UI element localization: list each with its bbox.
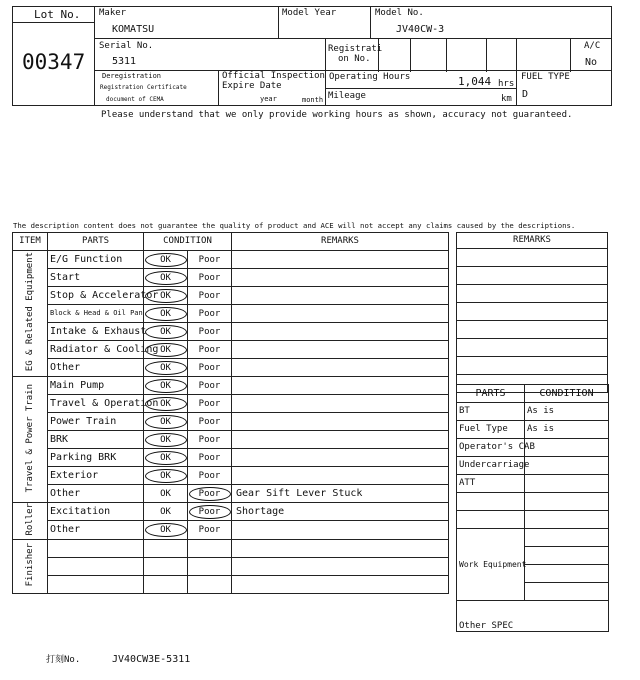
header-divider [94, 70, 612, 71]
right-part-name: ATT [457, 475, 525, 493]
part-name: Exterior [48, 467, 144, 485]
right-part-name: BT [457, 403, 525, 421]
model-no-value: JV40CW-3 [396, 24, 445, 35]
lot-label: Lot No. [34, 8, 81, 21]
poor-cell[interactable] [188, 305, 232, 323]
poor-option[interactable]: Poor [198, 470, 221, 481]
ok-cell[interactable] [144, 269, 188, 287]
poor-cell[interactable] [188, 251, 232, 269]
poor-option[interactable]: Poor [198, 452, 221, 463]
part-name: Other [48, 521, 144, 539]
right-part-name: Operator's CAB [457, 439, 525, 457]
remark-cell [232, 341, 449, 359]
item-group-cell [13, 251, 48, 377]
remark-cell [232, 431, 449, 449]
table-row [13, 305, 449, 323]
right-part-condition [525, 511, 609, 529]
ok-option[interactable]: OK [145, 253, 187, 267]
ok-cell[interactable] [144, 449, 188, 467]
table-row [13, 449, 449, 467]
ok-option[interactable]: OK [145, 271, 187, 285]
table-row [13, 431, 449, 449]
remark-cell [232, 251, 449, 269]
ok-option[interactable]: OK [145, 415, 187, 429]
table-row [457, 601, 609, 632]
remark-cell: Gear Sift Lever Stuck [232, 485, 449, 503]
ok-option[interactable]: OK [145, 469, 187, 483]
serial-value: 5311 [112, 56, 137, 67]
fuel-type-label: FUEL TYPE [521, 72, 570, 82]
part-name: Block & Head & Oil Pan [48, 305, 144, 323]
remark-cell [232, 449, 449, 467]
hrs-unit: hrs [498, 79, 515, 89]
inspection-label-2: Expire Date [222, 81, 282, 91]
ok-option[interactable]: OK [145, 289, 187, 303]
part-name: Other [48, 359, 144, 377]
table-row [13, 269, 449, 287]
poor-cell[interactable] [188, 431, 232, 449]
ok-option[interactable]: OK [145, 523, 187, 537]
remarks-header: REMARKS [232, 233, 449, 251]
header-divider [446, 38, 447, 72]
remark-cell [232, 287, 449, 305]
parts-header: PARTS [48, 233, 144, 251]
table-row [457, 303, 608, 321]
ok-option[interactable]: OK [145, 361, 187, 375]
table-row [457, 439, 609, 457]
ok-cell[interactable] [144, 251, 188, 269]
item-group-cell [13, 539, 48, 593]
poor-option[interactable]: Poor [198, 290, 221, 301]
right-part-name: Undercarriage [457, 457, 525, 475]
poor-cell[interactable] [188, 269, 232, 287]
model-no-label: Model No. [375, 8, 424, 18]
deregistration-label: Deregistration [102, 72, 162, 80]
km-unit: km [501, 94, 512, 104]
right-part-name [457, 493, 525, 511]
item-group-cell [13, 377, 48, 503]
remark-cell [457, 285, 608, 303]
month-label: month [302, 96, 324, 104]
inspection-label: Official Inspection [222, 71, 325, 81]
poor-option[interactable]: Poor [189, 505, 231, 519]
table-row [13, 377, 449, 395]
work-equipment-label: Work Equipment [457, 529, 525, 601]
table-row [13, 395, 449, 413]
ok-cell[interactable] [144, 287, 188, 305]
remark-cell [457, 249, 608, 267]
table-row [457, 511, 609, 529]
remark-cell [232, 467, 449, 485]
right-remarks-header: REMARKS [457, 233, 608, 249]
poor-cell[interactable] [188, 557, 232, 575]
part-name [48, 575, 144, 593]
cema-label: document of CEMA [106, 96, 164, 103]
poor-option[interactable]: Poor [198, 326, 221, 337]
ok-cell[interactable] [144, 521, 188, 539]
ok-option[interactable]: OK [145, 397, 187, 411]
ok-cell[interactable] [144, 341, 188, 359]
maker-value: KOMATSU [112, 24, 155, 35]
right-part-condition [525, 583, 609, 601]
header-divider [410, 38, 411, 72]
ok-cell[interactable] [144, 575, 188, 593]
table-row [457, 403, 609, 421]
poor-option[interactable]: Poor [198, 308, 221, 319]
poor-option[interactable]: Poor [198, 254, 221, 265]
remark-cell [457, 267, 608, 285]
ok-cell[interactable] [144, 467, 188, 485]
poor-option[interactable]: Poor [198, 398, 221, 409]
table-row [13, 575, 449, 593]
right-condition-header: CONDITION [525, 385, 609, 403]
header-divider [94, 6, 95, 106]
part-name: Main Pump [48, 377, 144, 395]
ok-cell[interactable] [144, 503, 188, 521]
right-part-condition [525, 439, 609, 457]
fuel-type-value: D [522, 89, 529, 100]
poor-option[interactable]: Poor [198, 344, 221, 355]
year-label: year [260, 95, 277, 103]
ok-option[interactable]: OK [145, 451, 187, 465]
poor-cell[interactable] [188, 449, 232, 467]
table-row [13, 359, 449, 377]
right-part-condition [525, 547, 609, 565]
right-part-condition [525, 457, 609, 475]
part-name [48, 557, 144, 575]
table-row [13, 557, 449, 575]
remark-cell [232, 575, 449, 593]
item-group-label: EG & Related Equipment [24, 252, 35, 372]
remark-cell [232, 557, 449, 575]
poor-cell[interactable] [188, 485, 232, 503]
header-divider [12, 22, 94, 23]
table-row [13, 485, 449, 503]
remark-cell [232, 359, 449, 377]
part-name: Travel & Operation [48, 395, 144, 413]
table-row [457, 321, 608, 339]
part-name: Start [48, 269, 144, 287]
right-part-condition: As is [525, 403, 609, 421]
table-row [457, 249, 608, 267]
right-parts-header: PARTS [457, 385, 525, 403]
registration-label: Registrati [328, 44, 383, 54]
poor-cell[interactable] [188, 323, 232, 341]
right-parts-table [456, 384, 609, 632]
inspection-table [12, 232, 449, 594]
remark-cell [457, 357, 608, 375]
part-name: E/G Function [48, 251, 144, 269]
remark-cell [232, 377, 449, 395]
table-row [13, 539, 449, 557]
remark-cell [232, 521, 449, 539]
header-divider [218, 70, 219, 106]
header-divider [325, 38, 326, 106]
ac-label: A/C [584, 41, 601, 51]
poor-option[interactable]: Poor [198, 380, 221, 391]
poor-cell[interactable] [188, 503, 232, 521]
table-row [457, 285, 608, 303]
table-header-row [13, 233, 449, 251]
ok-cell[interactable] [144, 395, 188, 413]
ok-option[interactable]: OK [145, 433, 187, 447]
poor-cell[interactable] [188, 395, 232, 413]
remark-cell [232, 323, 449, 341]
lot-number: 00347 [22, 50, 86, 74]
hours-note: Please understand that we only provide working hours as shown, accuracy not guaranteed. [101, 110, 573, 120]
part-name: Other [48, 485, 144, 503]
poor-option[interactable]: Poor [198, 434, 221, 445]
stamp-label: 打刻No. [46, 655, 81, 665]
poor-cell[interactable] [188, 521, 232, 539]
table-row [13, 467, 449, 485]
condition-header: CONDITION [144, 233, 232, 251]
right-remarks-table [456, 232, 608, 393]
table-row [13, 323, 449, 341]
item-group-label: Finisher [24, 542, 35, 587]
ok-cell[interactable] [144, 485, 188, 503]
item-header: ITEM [13, 233, 48, 251]
table-row [457, 339, 608, 357]
ac-value: No [585, 57, 598, 68]
right-part-condition: As is [525, 421, 609, 439]
item-group-cell [13, 503, 48, 540]
part-name: Intake & Exhaust [48, 323, 144, 341]
header-divider [570, 38, 571, 72]
registration-label-2: on No. [338, 54, 371, 64]
other-spec-label: Other SPEC [457, 601, 609, 632]
remark-cell [232, 413, 449, 431]
ok-cell[interactable] [144, 539, 188, 557]
header-divider [370, 6, 371, 38]
right-part-name: Fuel Type [457, 421, 525, 439]
serial-label: Serial No. [99, 41, 154, 51]
poor-option[interactable]: Poor [198, 362, 221, 373]
header-divider [325, 88, 516, 89]
part-name: Excitation [48, 503, 144, 521]
part-name [48, 539, 144, 557]
poor-option[interactable]: Poor [189, 487, 231, 501]
poor-cell[interactable] [188, 377, 232, 395]
table-header-row [457, 385, 609, 403]
poor-cell[interactable] [188, 287, 232, 305]
ok-option[interactable]: OK [145, 343, 187, 357]
right-part-condition [525, 565, 609, 583]
maker-label: Maker [99, 8, 127, 18]
table-row [13, 287, 449, 305]
table-row [457, 457, 609, 475]
remark-cell: Shortage [232, 503, 449, 521]
poor-cell[interactable] [188, 575, 232, 593]
table-row [13, 503, 449, 521]
ok-cell[interactable] [144, 431, 188, 449]
model-year-label: Model Year [282, 8, 337, 18]
ok-cell[interactable] [144, 359, 188, 377]
ok-cell[interactable] [144, 377, 188, 395]
remark-cell [232, 395, 449, 413]
header-divider [278, 6, 279, 38]
right-part-name [457, 511, 525, 529]
table-row [13, 251, 449, 269]
stamp-value: JV40CW3E-5311 [112, 654, 191, 665]
table-row [13, 521, 449, 539]
part-name: Stop & Accelerator [48, 287, 144, 305]
ok-option[interactable]: OK [145, 307, 187, 321]
part-name: BRK [48, 431, 144, 449]
registration-cert-label: Registration Certificate [100, 84, 187, 91]
poor-cell[interactable] [188, 359, 232, 377]
operating-hours-label: Operating Hours [329, 72, 411, 82]
ok-option[interactable]: OK [145, 379, 187, 393]
remark-cell [232, 269, 449, 287]
ok-option[interactable]: OK [160, 488, 171, 499]
poor-cell[interactable] [188, 467, 232, 485]
table-row [457, 421, 609, 439]
part-name: Radiator & Cooling [48, 341, 144, 359]
remark-cell [232, 305, 449, 323]
remark-cell [232, 539, 449, 557]
ok-option[interactable]: OK [145, 325, 187, 339]
table-header-row [457, 233, 608, 249]
header-divider [516, 38, 517, 106]
table-row [457, 267, 608, 285]
remark-cell [457, 303, 608, 321]
right-part-condition [525, 493, 609, 511]
operating-hours-value: 1,044 [458, 75, 492, 88]
right-part-condition [525, 475, 609, 493]
poor-cell[interactable] [188, 341, 232, 359]
part-name: Parking BRK [48, 449, 144, 467]
table-row [13, 341, 449, 359]
ok-option[interactable]: OK [160, 506, 171, 517]
part-name: Power Train [48, 413, 144, 431]
ok-cell[interactable] [144, 413, 188, 431]
ok-cell[interactable] [144, 323, 188, 341]
disclaimer: The description content does not guarantee the quality of product and ACE will not accept any claims caused by the descriptions. [13, 221, 576, 230]
header-divider [486, 38, 487, 72]
remark-cell [457, 339, 608, 357]
mileage-label: Mileage [328, 91, 366, 101]
poor-option[interactable]: Poor [198, 416, 221, 427]
item-group-label: Travel & Power Train [24, 383, 35, 493]
right-part-condition [525, 529, 609, 547]
table-row [457, 529, 609, 547]
ok-cell[interactable] [144, 557, 188, 575]
table-row [457, 475, 609, 493]
item-group-label: Roller [24, 503, 35, 536]
table-row [13, 413, 449, 431]
poor-option[interactable]: Poor [198, 272, 221, 283]
header-divider [94, 38, 612, 39]
table-row [457, 493, 609, 511]
remark-cell [457, 321, 608, 339]
table-row [457, 357, 608, 375]
poor-cell[interactable] [188, 539, 232, 557]
poor-option[interactable]: Poor [198, 524, 221, 535]
poor-cell[interactable] [188, 413, 232, 431]
ok-cell[interactable] [144, 305, 188, 323]
